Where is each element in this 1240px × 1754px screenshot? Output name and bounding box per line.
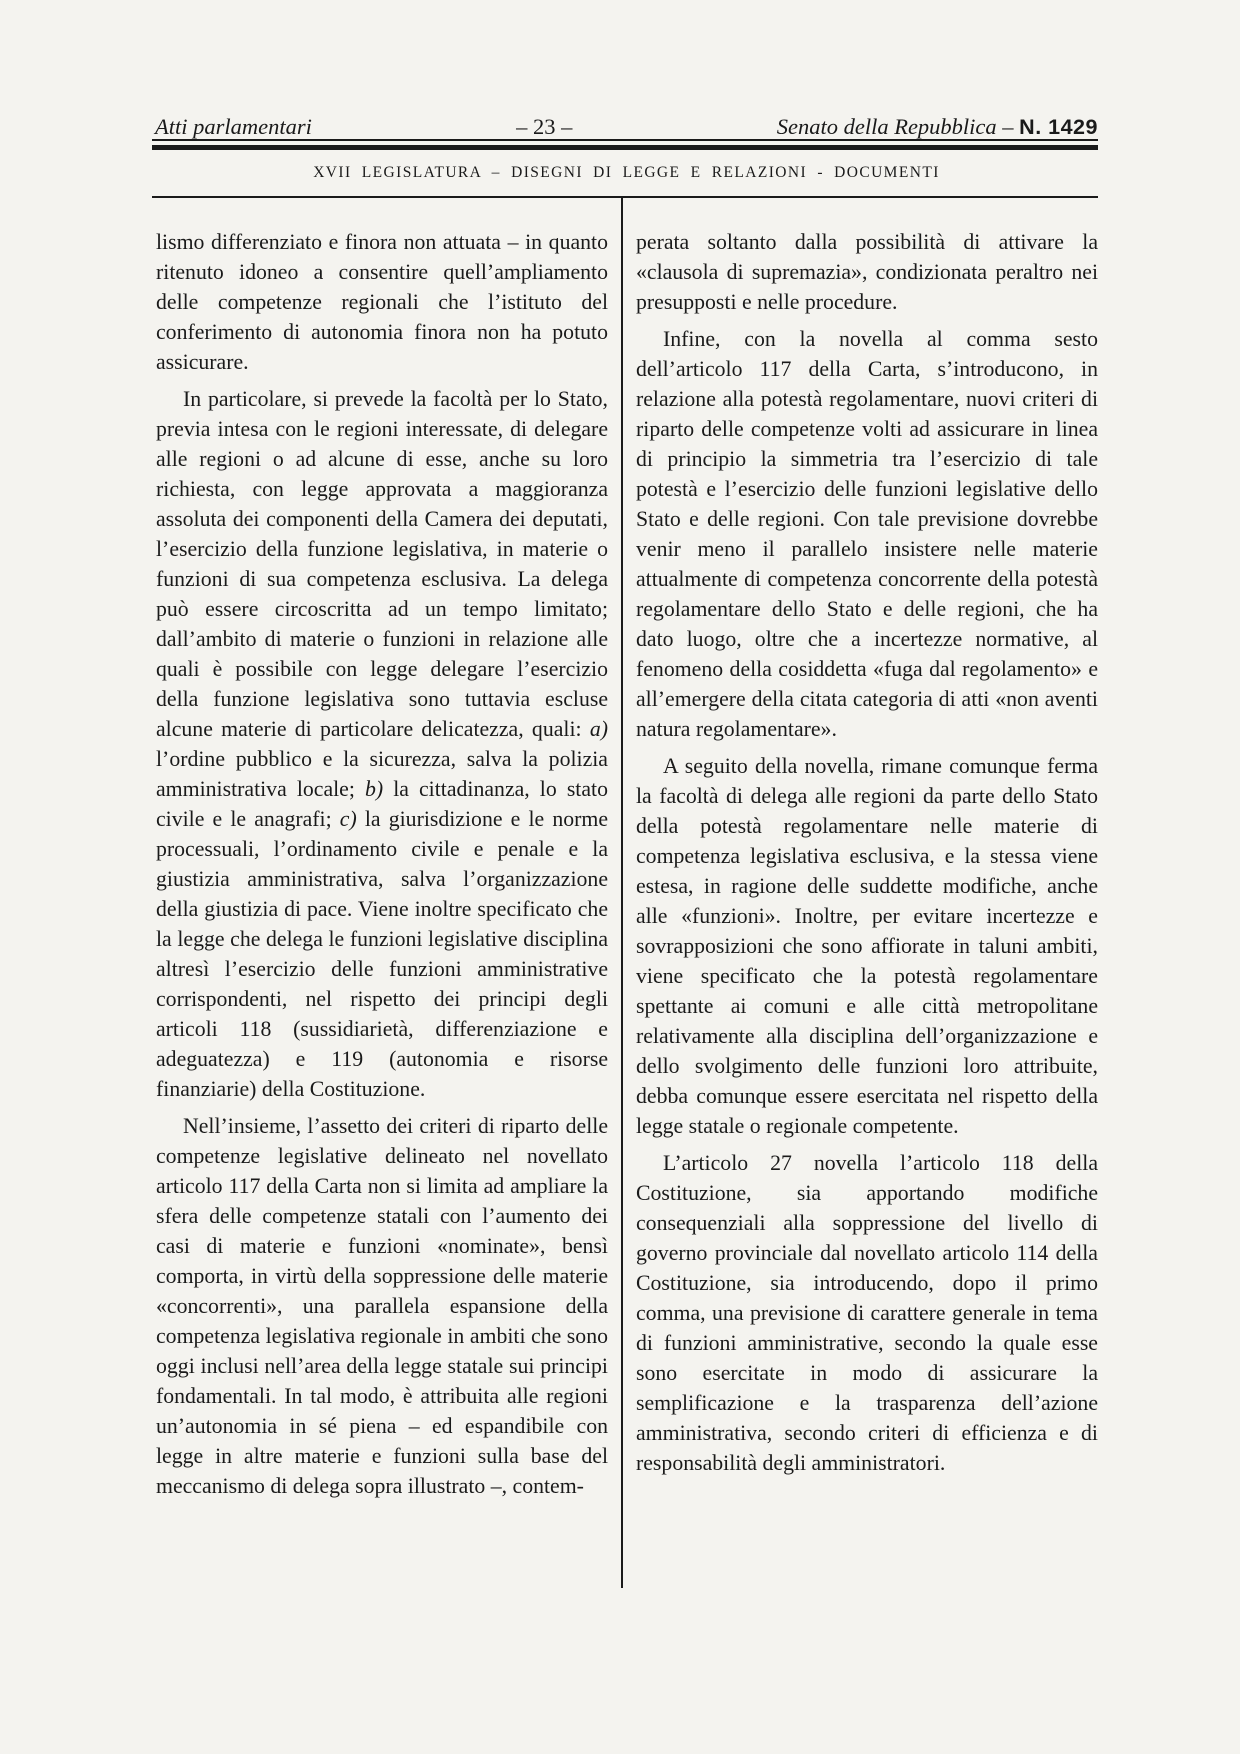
text-run: l’ordine pubblico e la sicurezza, salva la polizia amministrativa locale; [156,747,608,801]
right-column [636,227,1098,1485]
text-run: lismo differenziato e finora non attuata – in quanto ritenuto idoneo a consentire quell’ampliamento delle competenze regionali che l’istituto del conferimento di autonomia finora non ha potuto assicurare. [156,230,608,374]
text-run: perata soltanto dalla possibilità di attivare la «clausola di supremazia», condizionata peraltro nei presupposti e nelle procedure. [636,230,1098,314]
page-header [155,114,1098,140]
subtitle-rule [152,196,1098,198]
header-right-title [777,114,1098,140]
text-run: la giurisdizione e le norme processuali, l’ordinamento civile e penale e la giustizia amministrativa, salva l’organizzazione della giustizia di pace. Viene inoltre specificato che la legge che delega le funzioni legislative disciplina altresì l’esercizio delle funzioni amministrative corrispondenti, nel rispetto dei principi degli articoli 118 (sussidiarietà, differenziazione e adeguatezza) e 119 (autonomia e risorse finanziarie) della Costituzione. [156,807,608,1101]
header-rule-thick [152,145,1098,150]
text-run: Infine, con la novella al comma sesto dell’articolo 117 della Carta, s’introducono, in relazione alla potestà regolamentare, nuovi criteri di riparto delle competenze volti ad assicurare in linea di principio la simmetria tra l’esercizio di tale potestà e l’esercizio delle funzioni legislative dello Stato e delle regioni. Con tale previsione dovrebbe venir meno il parallelo insistere nelle materie attualmente di competenza concorrente della potestà regolamentare dello Stato e delle regioni, che ha dato luogo, oltre che a incertezze normative, al fenomeno della cosiddetta «fuga dal regolamento» e all’emergere della citata categoria di atti «non aventi natura regolamentare». [636,327,1098,741]
italic-run: c) [339,807,357,831]
paragraph [636,227,1098,317]
paragraph [156,1111,608,1501]
text-run: Nell’insieme, l’assetto dei criteri di riparto delle competenze legislative delineato nel novellato articolo 117 della Carta non si limita ad ampliare la sfera delle competenze statali con l’aumento dei casi di materie e funzioni «nominate», bensì comporta, in virtù della soppressione delle materie «concorrenti», una parallela espansione della competenza legislativa regionale in ambiti che sono oggi inclusi nell’area della legge statale sui principi fondamentali. In tal modo, è attribuita alle regioni un’autonomia in sé piena – ed espandibile con legge in altre materie e funzioni sulla base del meccanismo di delega sopra illustrato –, contem- [156,1114,608,1498]
paragraph [156,384,608,1104]
column-divider [621,197,623,1588]
paragraph [636,1148,1098,1478]
header-right-dash: – [996,114,1020,139]
document-number: N. 1429 [1019,115,1098,139]
header-right-chamber: Senato della Repubblica [776,114,997,139]
legislature-subtitle: XVII LEGISLATURA – DISEGNI DI LEGGE E RELAZIONI - DOCUMENTI [313,164,940,181]
text-run: la cittadinanza, lo stato civile e le anagrafi; [156,777,608,831]
text-run: A seguito della novella, rimane comunque ferma la facoltà di delega alle regioni da parte dello Stato della potestà regolamentare nelle materie di competenza legislativa esclusiva, e la stessa viene estesa, in ragione delle suddette modifiche, anche alle «funzioni». Inoltre, per evitare incertezze e sovrapposizioni che sono affiorate in taluni ambiti, viene specificato che la potestà regolamentare spettante ai comuni e alle città metropolitane relativamente alla disciplina dell’organizzazione e dello svolgimento delle funzioni loro attribuite, debba comunque essere esercitata nel rispetto della legge statale o regionale competente. [636,754,1098,1138]
italic-run: b) [364,777,384,801]
header-rule-thin [152,139,1098,141]
text-run: In particolare, si prevede la facoltà per lo Stato, previa intesa con le regioni interessate, di delegare alle regioni o ad alcune di esse, anche su loro richiesta, con legge approvata a maggioranza assoluta dei componenti della Camera dei deputati, l’esercizio della funzione legislativa, in materie o funzioni di sua competenza esclusiva. La delega può essere circoscritta ad un tempo limitato; dall’ambito di materie o funzioni in relazione alle quali è possibile con legge delegare l’esercizio della funzione legislativa sono tuttavia escluse alcune materie di particolare delicatezza, quali: [156,387,608,741]
paragraph [156,227,608,377]
italic-run: a) [589,717,608,741]
left-column [156,227,608,1508]
paragraph [636,751,1098,1141]
page-number: – 23 – [516,114,573,139]
paragraph [636,324,1098,744]
text-run: L’articolo 27 novella l’articolo 118 della Costituzione, sia apportando modifiche consequenziali alla soppressione del livello di governo provinciale dal novellato articolo 114 della Costituzione, sia introducendo, dopo il primo comma, una previsione di carattere generale in tema di funzioni amministrative, secondo la quale esse sono esercitate in modo di assicurare la semplificazione e la trasparenza dell’azione amministrativa, secondo criteri di efficienza e di responsabilità degli amministratori. [636,1151,1098,1475]
header-left-title: Atti parlamentari [155,114,312,139]
